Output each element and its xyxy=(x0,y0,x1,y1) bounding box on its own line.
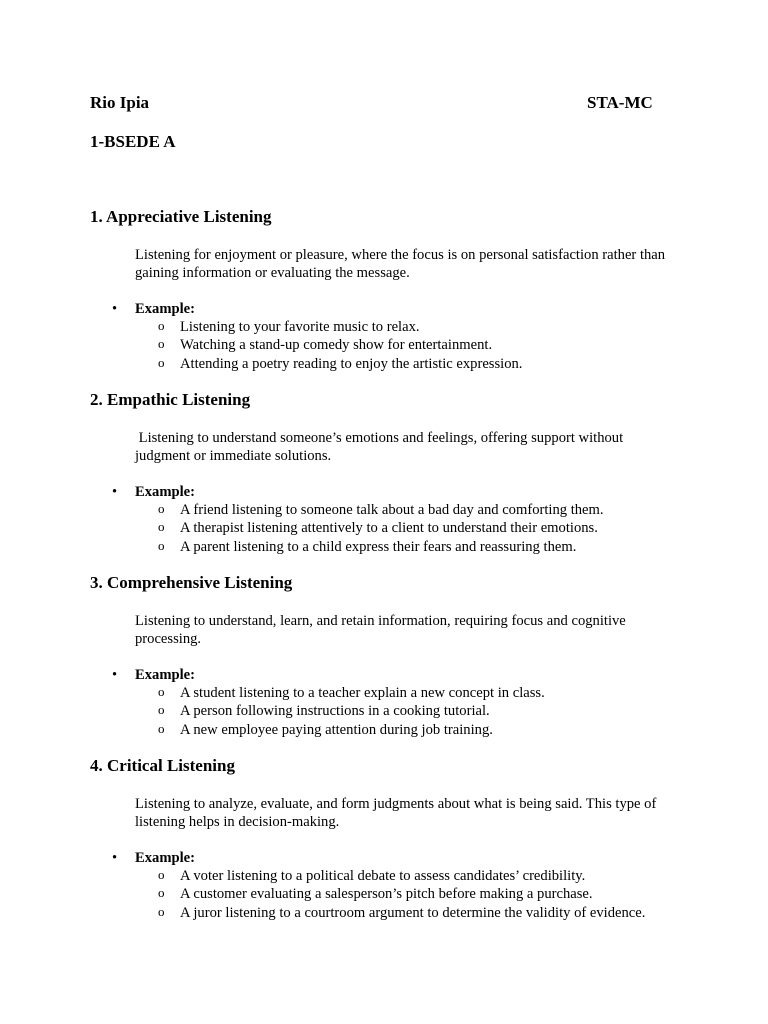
sub-bullet-marker: o xyxy=(158,537,165,553)
example-list xyxy=(0,684,545,739)
section-description: Listening to understand someone’s emotions and feelings, offering support without judgment or immediate solutions. xyxy=(135,430,627,464)
sub-bullet-marker: o xyxy=(158,867,165,882)
example-text: Watching a stand-up comedy show for entertainment. xyxy=(180,337,493,354)
example-item xyxy=(0,538,604,556)
section-title: 4. Critical Listening xyxy=(90,756,235,775)
example-label: Example: xyxy=(135,667,195,683)
bullet-marker: • xyxy=(112,850,118,866)
example-text: A therapist listening attentively to a client to understand their emotions. xyxy=(180,520,598,537)
listening-types xyxy=(0,207,768,939)
example-label: Example: xyxy=(135,484,195,500)
example-list xyxy=(0,867,645,922)
section-title: 2. Empathic Listening xyxy=(90,390,251,409)
section-appreciative xyxy=(0,207,768,390)
example-text: A new employee paying attention during job training. xyxy=(180,721,493,738)
example-item xyxy=(0,336,522,354)
bullet-marker: • xyxy=(112,301,118,317)
section-description: Listening to understand, learn, and retain information, requiring focus and cognitive processing. xyxy=(135,613,630,647)
section-title: 1. Appreciative Listening xyxy=(90,207,272,226)
example-text: A person following instructions in a cooking tutorial. xyxy=(180,703,490,720)
example-item xyxy=(0,885,645,903)
sub-bullet-marker: o xyxy=(158,684,165,699)
example-item xyxy=(0,684,545,702)
author-name: Rio Ipia xyxy=(90,93,150,112)
example-item xyxy=(0,501,604,519)
example-item xyxy=(0,702,545,720)
section-critical xyxy=(0,756,768,939)
sub-bullet-marker: o xyxy=(158,702,165,718)
section-description: Listening for enjoyment or pleasure, where the focus is on personal satisfaction rather than gaining information or evaluating the message. xyxy=(135,247,669,281)
example-text: A customer evaluating a salesperson’s pitch before making a purchase. xyxy=(180,886,593,903)
sub-bullet-marker: o xyxy=(158,885,165,901)
section-description: Listening to analyze, evaluate, and form judgments about what is being said. This type of listening helps in decision-making. xyxy=(135,796,660,830)
sub-bullet-marker: o xyxy=(158,318,165,333)
example-item xyxy=(0,904,645,922)
sub-bullet-marker: o xyxy=(158,720,165,736)
example-text: A voter listening to a political debate to assess candidates’ credibility. xyxy=(180,868,586,884)
sub-bullet-marker: o xyxy=(158,501,165,516)
example-text: Listening to your favorite music to relax. xyxy=(180,319,420,335)
example-item xyxy=(0,318,522,336)
example-item xyxy=(0,355,522,373)
example-text: A juror listening to a courtroom argument to determine the validity of evidence. xyxy=(180,904,646,921)
section-comprehensive xyxy=(0,573,768,756)
example-item xyxy=(0,721,545,739)
example-text: A parent listening to a child express their fears and reassuring them. xyxy=(180,538,577,555)
section-title: 3. Comprehensive Listening xyxy=(90,573,293,592)
example-label: Example: xyxy=(135,301,195,317)
example-item xyxy=(0,867,645,885)
sub-bullet-marker: o xyxy=(158,519,165,535)
sub-bullet-marker: o xyxy=(158,336,165,352)
example-text: A friend listening to someone talk about a bad day and comforting them. xyxy=(180,502,604,518)
example-text: A student listening to a teacher explain a new concept in class. xyxy=(180,685,545,701)
example-list xyxy=(0,318,522,373)
section-empathic xyxy=(0,390,768,573)
example-label: Example: xyxy=(135,850,195,866)
example-item xyxy=(0,519,604,537)
sub-bullet-marker: o xyxy=(158,354,165,370)
section-code: 1-BSEDE A xyxy=(90,132,176,151)
sub-bullet-marker: o xyxy=(158,903,165,919)
bullet-marker: • xyxy=(112,484,118,500)
example-list xyxy=(0,501,604,556)
bullet-marker: • xyxy=(112,667,118,683)
example-text: Attending a poetry reading to enjoy the artistic expression. xyxy=(180,355,523,372)
course-code: STA-MC xyxy=(587,93,653,112)
